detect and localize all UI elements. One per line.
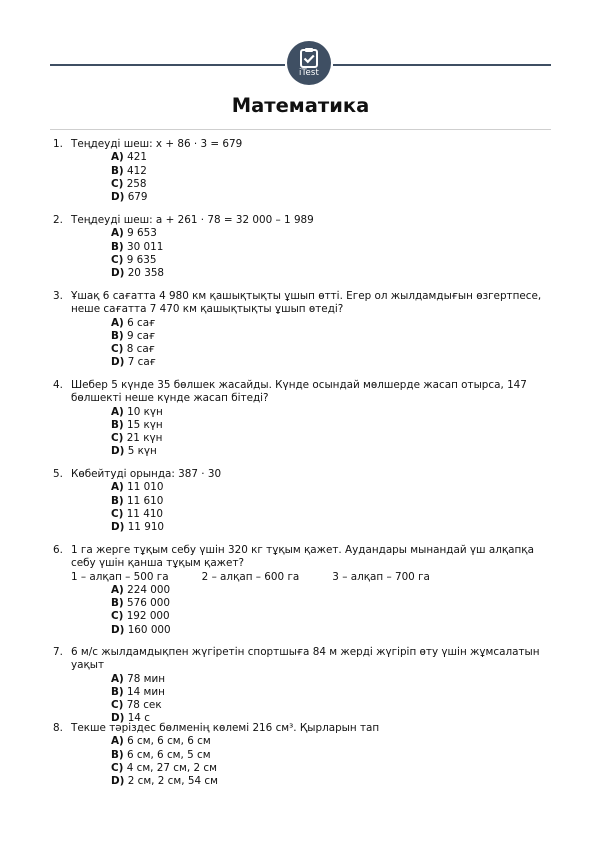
option-text: 9 635 xyxy=(126,253,157,266)
option-a xyxy=(111,317,555,330)
option-d xyxy=(111,267,555,280)
logo-text: iTest xyxy=(298,68,320,78)
option-text: 9 653 xyxy=(127,227,157,240)
option-letter: D) xyxy=(111,267,125,280)
option-d xyxy=(111,775,555,788)
option-letter: B) xyxy=(111,597,124,610)
option-letter: B) xyxy=(111,240,124,253)
option-text: 2 см, 2 см, 54 см xyxy=(127,775,218,788)
option-c xyxy=(111,762,555,775)
question-number: 5. xyxy=(53,468,63,480)
question-2 xyxy=(50,214,555,280)
option-list xyxy=(111,673,555,726)
option-letter: C) xyxy=(111,177,124,190)
question-number: 4. xyxy=(53,379,63,391)
question-number: 1. xyxy=(53,138,63,150)
option-d xyxy=(111,521,555,534)
question-3 xyxy=(50,290,555,370)
option-a xyxy=(111,151,555,164)
option-letter: A) xyxy=(111,583,124,596)
option-text: 421 xyxy=(127,151,147,164)
question-6 xyxy=(50,544,555,637)
option-c xyxy=(111,699,555,712)
option-list xyxy=(111,227,555,280)
question-number: 7. xyxy=(53,646,63,658)
option-list xyxy=(111,151,555,204)
option-text: 15 күн xyxy=(126,418,163,431)
question-1 xyxy=(50,138,555,204)
question-text: Шебер 5 күнде 35 бөлшек жасайды. Күнде осындай мөлшерде жасап отырса, 147 бөлшекті неше күнде жасап бітеді? xyxy=(71,379,527,405)
option-b xyxy=(111,419,555,432)
option-letter: C) xyxy=(111,253,124,266)
option-text: 160 000 xyxy=(127,623,171,636)
option-a xyxy=(111,735,555,748)
clipboard-check-icon xyxy=(298,47,320,69)
option-text: 11 010 xyxy=(127,481,164,494)
option-b xyxy=(111,597,555,610)
option-letter: D) xyxy=(111,712,125,725)
option-a xyxy=(111,406,555,419)
option-letter: A) xyxy=(111,405,124,418)
option-text: 6 см, 6 см, 6 см xyxy=(127,735,211,748)
option-text: 576 000 xyxy=(126,597,170,610)
option-d xyxy=(111,191,555,204)
question-text: Көбейтуді орында: 387 · 30 xyxy=(71,468,222,480)
option-letter: C) xyxy=(111,432,124,445)
option-text: 11 910 xyxy=(127,521,165,534)
option-list xyxy=(111,317,555,370)
option-text: 20 358 xyxy=(127,267,165,280)
option-letter: A) xyxy=(111,735,124,748)
option-text: 224 000 xyxy=(127,583,171,596)
option-letter: D) xyxy=(111,191,125,204)
option-letter: D) xyxy=(111,623,125,636)
option-text: 11 610 xyxy=(126,494,164,507)
option-letter: D) xyxy=(111,521,125,534)
option-d xyxy=(111,356,555,369)
title-divider xyxy=(50,129,551,130)
option-list xyxy=(111,481,555,534)
option-text: 679 xyxy=(127,191,148,204)
option-a xyxy=(111,227,555,240)
option-b xyxy=(111,686,555,699)
option-text: 21 күн xyxy=(126,432,163,445)
option-letter: D) xyxy=(111,356,125,369)
option-c xyxy=(111,432,555,445)
option-text: 14 мин xyxy=(126,685,165,698)
field-areas-line: 1 – алқап – 500 га 2 – алқап – 600 га 3 – алқап – 700 га xyxy=(71,570,430,583)
option-letter: D) xyxy=(111,775,125,788)
option-a xyxy=(111,584,555,597)
option-text: 10 күн xyxy=(127,405,163,418)
question-text: Текше тәріздес бөлменің көлемі 216 см³. Қырларын тап xyxy=(71,722,380,734)
option-text: 258 xyxy=(126,177,147,190)
option-letter: B) xyxy=(111,329,124,342)
option-letter: B) xyxy=(111,748,124,761)
option-b xyxy=(111,495,555,508)
header-rule-right xyxy=(333,64,551,66)
option-letter: C) xyxy=(111,343,124,356)
option-letter: A) xyxy=(111,151,124,164)
question-4 xyxy=(50,379,555,459)
option-letter: B) xyxy=(111,494,124,507)
option-text: 6 сағ xyxy=(127,316,156,329)
option-text: 14 с xyxy=(127,712,150,725)
question-text: 6 м/с жылдамдықпен жүгіретін спортшыға 84 м жерді жүгіріп өту үшін жұмсалатын уақыт xyxy=(71,646,540,672)
option-letter: C) xyxy=(111,761,124,774)
option-text: 9 сағ xyxy=(126,329,156,342)
option-letter: C) xyxy=(111,610,124,623)
question-text: Теңдеуді шеш: a + 261 · 78 = 32 000 – 1 989 xyxy=(71,214,314,226)
option-letter: A) xyxy=(111,227,124,240)
option-list xyxy=(111,584,555,637)
option-c xyxy=(111,343,555,356)
question-number: 2. xyxy=(53,214,63,226)
option-b xyxy=(111,330,555,343)
option-text: 78 мин xyxy=(127,672,166,685)
option-c xyxy=(111,178,555,191)
option-text: 7 сағ xyxy=(127,356,156,369)
option-text: 192 000 xyxy=(126,610,170,623)
question-text: Ұшақ 6 сағатта 4 980 км қашықтықты ұшып өтті. Егер ол жылдамдығын өзгертпесе, неше сағатта 7 470 км қашықтықты ұшып өтеді? xyxy=(71,290,542,316)
option-text: 11 410 xyxy=(126,507,164,520)
option-letter: A) xyxy=(111,672,124,685)
option-d xyxy=(111,624,555,637)
option-letter: A) xyxy=(111,481,124,494)
option-c xyxy=(111,610,555,623)
question-8 xyxy=(50,722,555,788)
question-number: 8. xyxy=(53,722,63,734)
option-text: 4 см, 27 см, 2 см xyxy=(126,761,217,774)
option-list xyxy=(111,735,555,788)
option-c xyxy=(111,508,555,521)
option-text: 78 сек xyxy=(126,699,162,712)
question-7 xyxy=(50,646,555,726)
option-text: 412 xyxy=(126,164,147,177)
header-rule-left xyxy=(50,64,285,66)
question-number: 6. xyxy=(53,544,63,556)
question-number: 3. xyxy=(53,290,63,302)
option-letter: B) xyxy=(111,418,124,431)
question-text: Теңдеуді шеш: x + 86 · 3 = 679 xyxy=(71,138,243,150)
option-a xyxy=(111,673,555,686)
option-letter: D) xyxy=(111,445,125,458)
option-letter: A) xyxy=(111,316,124,329)
option-text: 6 см, 6 см, 5 см xyxy=(126,748,211,761)
option-letter: B) xyxy=(111,164,124,177)
option-d xyxy=(111,445,555,458)
question-text: 1 га жерге тұқым себу үшін 320 кг тұқым қажет. Аудандары мынандай үш алқапқа себу үшін қанша тұқым қажет? xyxy=(71,544,534,570)
option-b xyxy=(111,749,555,762)
option-text: 5 күн xyxy=(127,445,157,458)
option-text: 8 сағ xyxy=(126,343,155,356)
option-c xyxy=(111,254,555,267)
option-b xyxy=(111,241,555,254)
option-text: 30 011 xyxy=(126,240,164,253)
option-letter: C) xyxy=(111,507,124,520)
option-a xyxy=(111,481,555,494)
itest-logo xyxy=(287,41,331,85)
page-title: Математика xyxy=(231,94,370,117)
option-b xyxy=(111,165,555,178)
option-list xyxy=(111,406,555,459)
option-letter: B) xyxy=(111,685,124,698)
question-5 xyxy=(50,468,555,534)
option-letter: C) xyxy=(111,699,124,712)
